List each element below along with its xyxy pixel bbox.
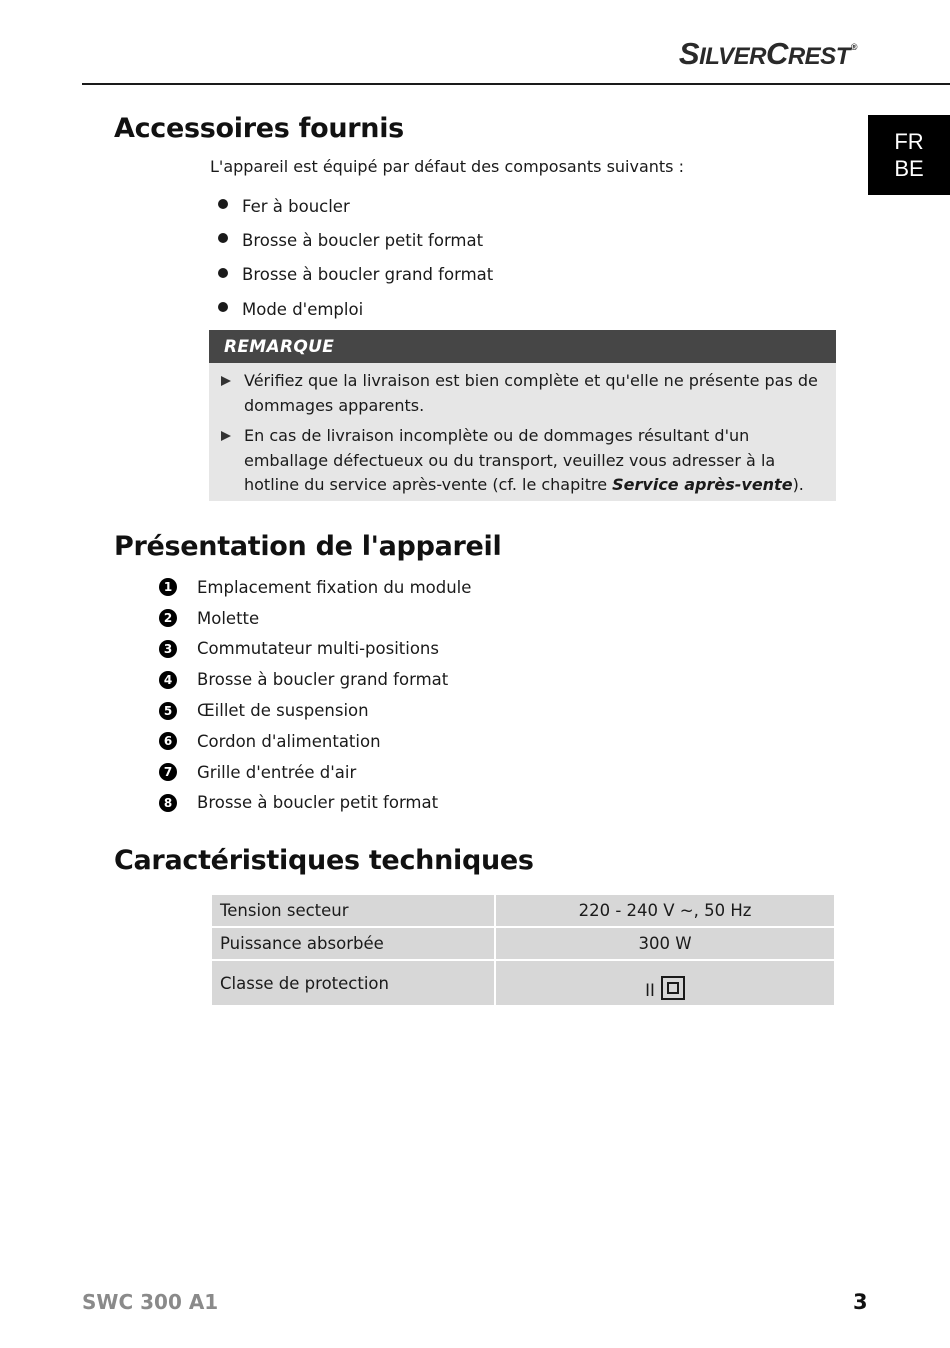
- remark-text: [244, 424, 824, 498]
- list-item-text: Brosse à boucler petit format: [197, 793, 439, 813]
- table-cell-label: Classe de protection: [212, 961, 494, 1005]
- arrow-right-icon: [221, 431, 231, 441]
- double-insulation-icon: [661, 976, 685, 1000]
- list-item-text: Brosse à boucler petit format: [242, 230, 484, 250]
- language-code-be: BE: [894, 156, 924, 181]
- remark-item: [221, 369, 824, 418]
- accessories-intro: L'appareil est équipé par défaut des composants suivants :: [210, 157, 684, 176]
- section-title-presentation: Présentation de l'appareil: [114, 531, 502, 562]
- language-tab: [868, 115, 950, 195]
- bullet-icon: [218, 199, 228, 209]
- number-badge: 7: [159, 763, 177, 781]
- table-row: [212, 928, 834, 959]
- list-item: [159, 788, 471, 819]
- list-item: [159, 572, 471, 603]
- bullet-icon: [218, 268, 228, 278]
- number-badge: 8: [159, 794, 177, 812]
- bullet-icon: [218, 233, 228, 243]
- footer-model: SWC 300 A1: [82, 1290, 219, 1314]
- table-cell-label: Puissance absorbée: [212, 928, 494, 959]
- list-item: [159, 664, 471, 695]
- table-cell-label: Tension secteur: [212, 895, 494, 926]
- list-item-text: Brosse à boucler grand format: [197, 670, 449, 690]
- list-item-text: Commutateur multi-positions: [197, 639, 439, 659]
- list-item-text: Mode d'emploi: [242, 299, 364, 319]
- protection-class: [645, 976, 685, 1000]
- list-item-text: Brosse à boucler grand format: [242, 265, 494, 285]
- list-item: [159, 695, 471, 726]
- list-item: [159, 603, 471, 634]
- number-badge: 3: [159, 640, 177, 658]
- list-item: [159, 757, 471, 788]
- registered-mark: ®: [850, 42, 857, 52]
- number-badge: 5: [159, 702, 177, 720]
- list-item: [218, 223, 493, 257]
- logo-letters: REST: [787, 43, 850, 70]
- table-cell-value: 300 W: [496, 928, 834, 959]
- list-item-text: Grille d'entrée d'air: [197, 762, 357, 782]
- list-item-text: Molette: [197, 608, 260, 628]
- specs-table: [210, 893, 836, 1007]
- logo-letters: ILVER: [699, 43, 766, 70]
- table-cell-value: [496, 961, 834, 1005]
- number-badge: 2: [159, 609, 177, 627]
- remark-text: Vérifiez que la livraison est bien complète et qu'elle ne présente pas de dommages apparents.: [244, 371, 818, 415]
- accessories-list: [218, 189, 493, 326]
- list-item: [159, 634, 471, 665]
- list-item: [159, 726, 471, 757]
- remark-text-part: ).: [792, 475, 804, 494]
- arrow-right-icon: [221, 376, 231, 386]
- remark-item: [221, 424, 824, 498]
- remark-heading: REMARQUE: [209, 330, 836, 363]
- number-badge: 1: [159, 578, 177, 596]
- brand-logo: [679, 36, 856, 72]
- list-item: [218, 189, 493, 223]
- list-item: [218, 292, 493, 326]
- list-item-text: Cordon d'alimentation: [197, 731, 381, 751]
- section-title-specs: Caractéristiques techniques: [114, 845, 534, 876]
- remark-box: [209, 330, 836, 501]
- list-item-text: Œillet de suspension: [197, 701, 369, 721]
- list-item: [218, 258, 493, 292]
- list-item-text: Emplacement fixation du module: [197, 577, 472, 597]
- section-title-accessories: Accessoires fournis: [114, 113, 404, 144]
- protection-class-label: II: [645, 981, 655, 1000]
- chapter-reference: Service après-vente: [612, 475, 793, 494]
- language-code-fr: FR: [894, 129, 924, 154]
- logo-letter: S: [678, 36, 700, 71]
- table-row: [212, 961, 834, 1005]
- logo-letter: C: [765, 36, 788, 71]
- number-badge: 6: [159, 732, 177, 750]
- parts-list: [159, 572, 471, 818]
- number-badge: 4: [159, 671, 177, 689]
- table-row: [212, 895, 834, 926]
- header-rule: [82, 83, 950, 85]
- list-item-text: Fer à boucler: [242, 196, 350, 216]
- page-number: 3: [853, 1290, 868, 1314]
- remark-text-part: En cas de livraison incomplète ou de dommages résultant d'un emballage défectueux ou du transport, veuillez vous adresser à la hotline du service après-vente (cf. le chapitre: [244, 426, 776, 494]
- bullet-icon: [218, 302, 228, 312]
- table-cell-value: 220 - 240 V ~, 50 Hz: [496, 895, 834, 926]
